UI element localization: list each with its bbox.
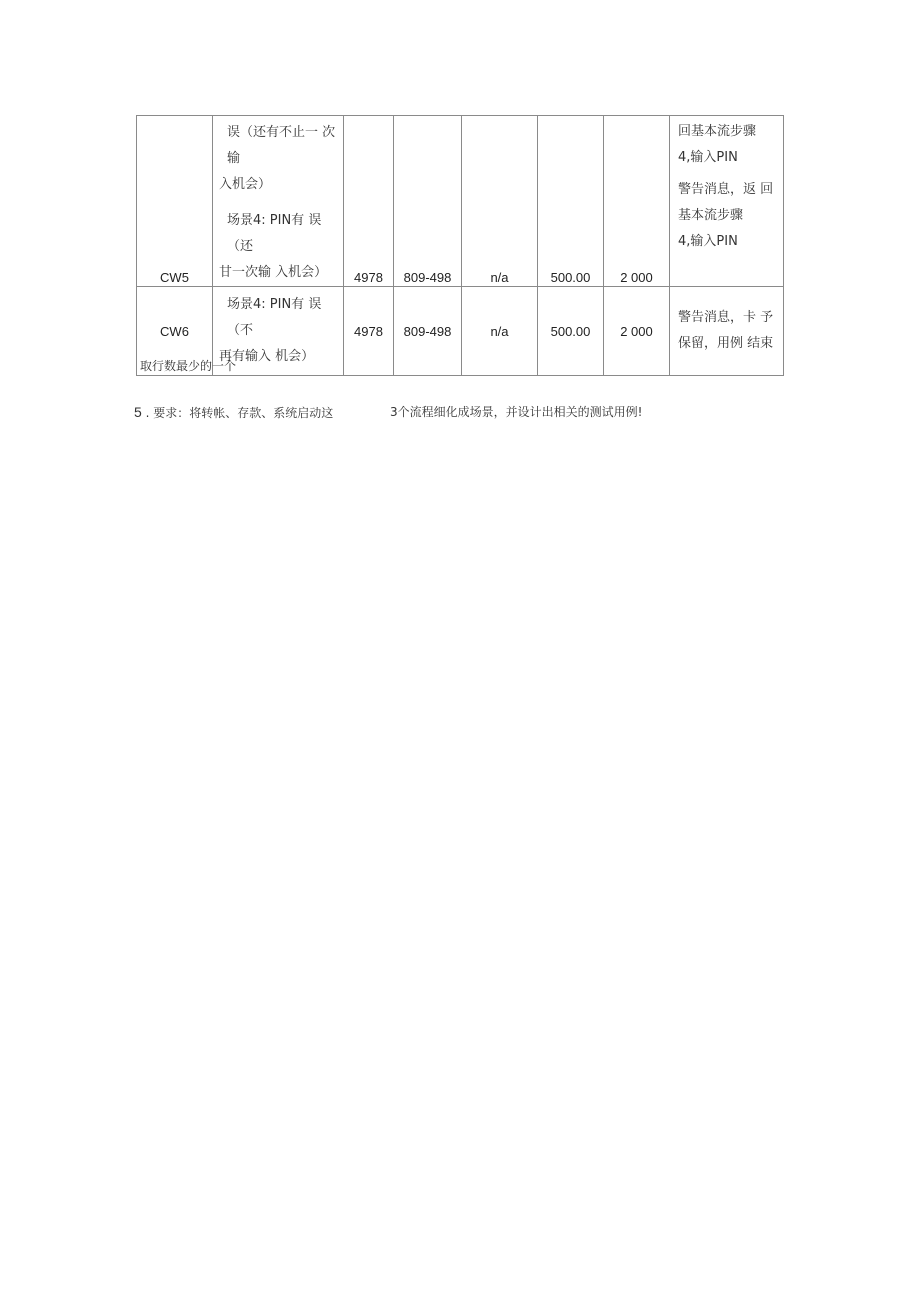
result-line: 警告消息，卡 予 — [678, 310, 774, 325]
account-cell: 809-498 — [394, 287, 462, 376]
balance-cell: 500.00 — [538, 116, 604, 287]
account-cell: 809-498 — [394, 116, 462, 287]
scenario-line: 再有输入 机会） — [219, 349, 315, 364]
table-note: 取行数最少的一个 — [140, 359, 237, 373]
amount-cell: n/a — [462, 287, 538, 376]
scenario-cell — [213, 116, 344, 287]
test-case-id: CW6 — [137, 287, 213, 376]
scenario-line: 甘一次输 入机会） — [219, 265, 328, 280]
requirement-number: 5 — [134, 404, 142, 420]
expected-result-cell — [670, 116, 784, 287]
pin-cell: 4978 — [344, 287, 394, 376]
table-row-cw5 — [137, 116, 784, 287]
atm-amount-cell: 2 000 — [604, 287, 670, 376]
result-line: 保留，用例 结束 — [678, 336, 774, 351]
balance-cell: 500.00 — [538, 287, 604, 376]
result-line: 警告消息，返 回 — [678, 182, 774, 197]
expected-result-cell — [670, 287, 784, 376]
scenario-line: 场景4: PIN有 误（不 — [227, 297, 322, 338]
amount-cell: n/a — [462, 116, 538, 287]
scenario-line: 误（还有不止一 次输 — [227, 125, 336, 166]
result-line: 4,输入PIN — [678, 234, 738, 249]
result-line: 4,输入PIN — [678, 150, 738, 165]
requirement-text-2: 3个流程细化成场景，并设计出相关的测试用例! — [390, 405, 643, 419]
result-line: 基本流步骤 — [678, 208, 744, 223]
requirement-first-part — [134, 402, 333, 423]
pin-cell: 4978 — [344, 116, 394, 287]
scenario-line: 场景4: PIN有 误（还 — [227, 213, 322, 254]
test-case-id: CW5 — [137, 116, 213, 287]
atm-amount-cell: 2 000 — [604, 116, 670, 287]
result-line: 回基本流步骤 — [678, 124, 757, 139]
scenario-line: 入机会） — [219, 177, 272, 192]
test-case-table — [136, 115, 784, 376]
requirement-text-1: . 要求：将转帐、存款、系统启动这 — [145, 406, 334, 420]
